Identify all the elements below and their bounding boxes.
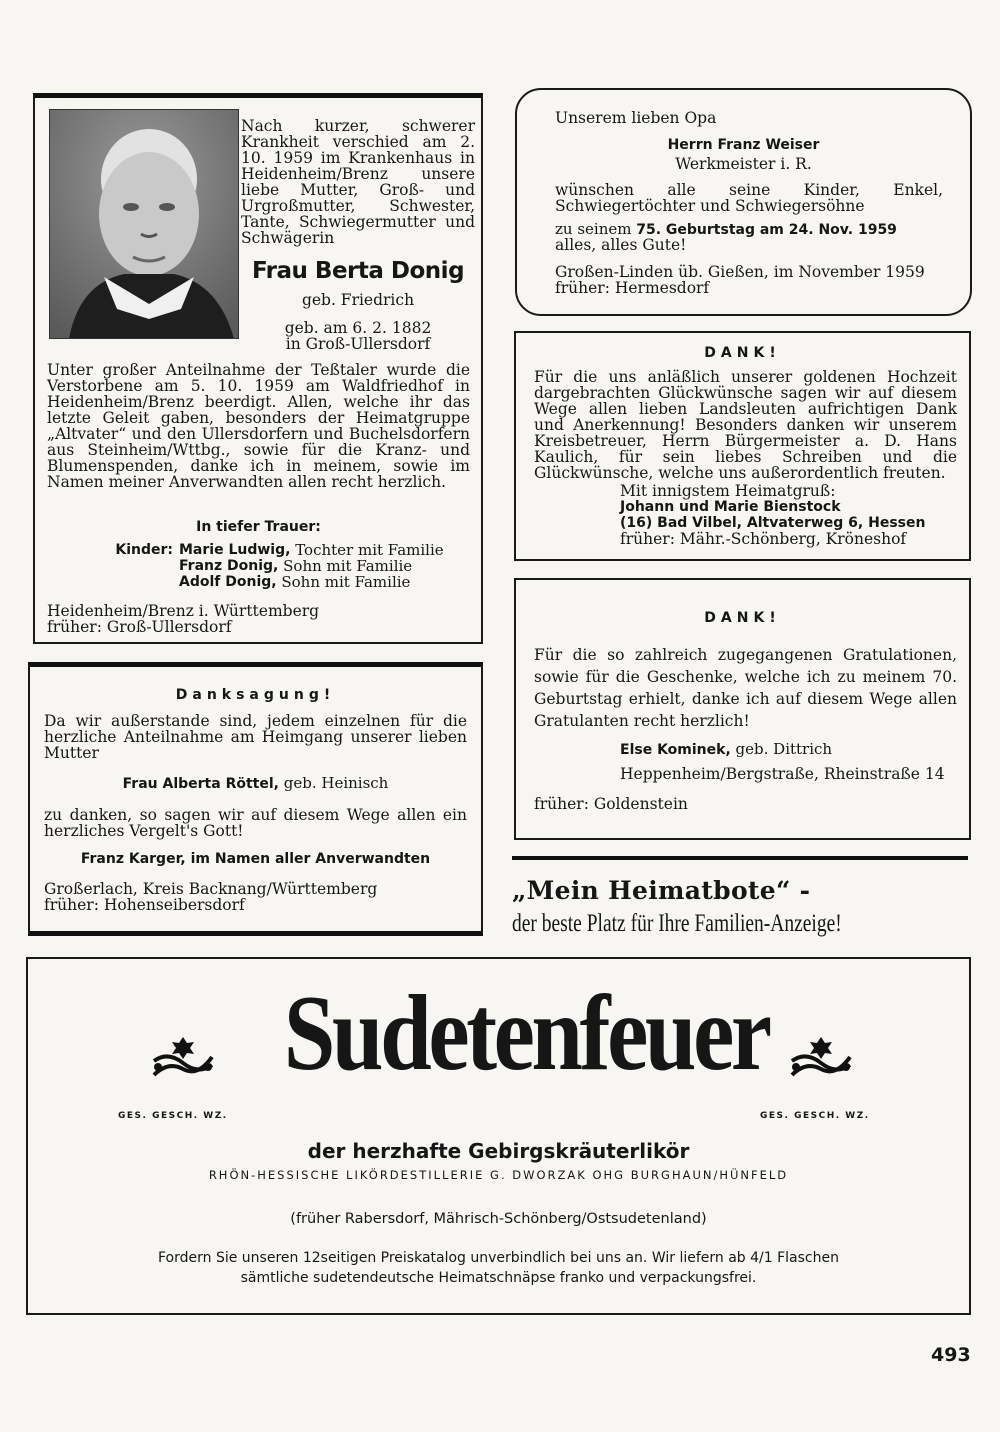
birth-place: in Groß-Ullersdorf (285, 335, 431, 353)
ad-slogan: der herzhafte Gebirgskräuterlikör (307, 1139, 690, 1163)
sudetenfeuer-advertisement (26, 957, 971, 1315)
person-nee: geb. Dittrich (735, 740, 833, 758)
ornament-right-icon (786, 1031, 856, 1081)
person-name: Else Kominek, (620, 742, 731, 758)
obituary-location (47, 603, 470, 635)
former-residence: früher: Mähr.-Schönberg, Kröneshof (620, 530, 907, 548)
thanks-notice-golden-wedding (514, 331, 971, 561)
thanks-notice-birthday (514, 578, 971, 840)
obituary-body: Unter großer Anteilnahme der Teßtaler wurde die Verstorbene am 5. 10. 1959 am Waldfriedhof in Heidenheim/Brenz beerdigt. Allen, welche ihr das letzte Geleit gaben, besonders der Heimatgruppe „Altvater“ und den Ullersdorfern und Buchelsdorfern aus Steinheim/Wttbg., sowie für die Kranz- und Blumenspenden, danke ich in meinem, sowie im Namen meiner Anverwandten allen recht herzlich. (47, 361, 470, 491)
danksagung-text-2: zu danken, so sagen wir auf diesem Wege allen ein herzliches Vergelt's Gott! (44, 806, 467, 840)
mourning-line: In tiefer Trauer: (196, 519, 321, 535)
child-row (101, 574, 491, 590)
thanks-heading: DANK! (704, 610, 781, 626)
ad-offer (28, 1248, 969, 1288)
offer-line-2: sämtliche sudetendeutsche Heimatschnäpse franko und verpackungsfrei. (240, 1270, 757, 1286)
obituary-notice (33, 93, 483, 644)
birthday-title: Werkmeister i. R. (675, 155, 812, 173)
maiden-name: geb. Friedrich (301, 291, 415, 309)
occasion-prefix: zu seinem (555, 220, 632, 238)
offer-line-1: Fordern Sie unseren 12seitigen Preiskatalog unverbindlich bei uns an. Wir liefern ab 4/1 Flaschen (158, 1250, 839, 1266)
former-residence: früher: Goldenstein (534, 795, 688, 813)
thanks-text: Für die so zahlreich zugegangenen Gratulationen, sowie für die Geschenke, welche ich zu meinem 70. Geburtstag erhielt, danke ich auf diesem Wege allen Gratulanten recht herzlich! (534, 646, 957, 730)
birthday-closing: alles, alles Gute! (555, 236, 687, 254)
thanks-person (620, 740, 832, 758)
child-relation: Tochter mit Familie (295, 541, 444, 559)
child-name: Marie Ludwig, (179, 542, 291, 558)
person-name: Frau Alberta Röttel, (122, 776, 279, 792)
brand-logo: Sudetenfeuer (283, 974, 769, 1093)
thanks-text: Für die uns anläßlich unserer goldenen Hochzeit dargebrachten Glückwünsche sagen wir auf diesem Wege allen lieben Landsleuten aufrichtigen Dank und Anerkennung! Besonders danken wir unserem Kreisbetreuer, Herrn Bürgermeister a. D. Hans Kaulich, für sein liebes Schreiben und die Glückwünsche, welche uns außerordentlich freuten. (534, 368, 957, 482)
thanks-address: (16) Bad Vilbel, Altvaterweg 6, Hessen (620, 515, 926, 531)
person-nee: geb. Heinisch (283, 774, 389, 792)
page-number: 493 (931, 1344, 971, 1366)
child-name: Adolf Donig, (179, 574, 277, 590)
promo-title: „Mein Heimatbote“ - (512, 876, 811, 905)
ad-company: RHÖN-HESSISCHE LIKÖRDESTILLERIE G. DWORZAK OHG BURGHAUN/HÜNFELD (208, 1168, 789, 1182)
former-residence: früher: Groß-Ullersdorf (47, 618, 232, 636)
heimatbote-promo (512, 856, 968, 940)
child-row (101, 558, 491, 574)
birthday-notice (515, 88, 972, 316)
thanks-names: Johann und Marie Bienstock (620, 499, 841, 515)
obituary-intro: Nach kurzer, schwerer Krankheit verschied am 2. 10. 1959 im Krankenhaus in Heidenheim/Brenz unsere liebe Mutter, Groß- und Urgroßmutter, Schwester, Tante, Schwiegermutter und Schwägerin (241, 117, 475, 247)
child-relation: Sohn mit Familie (283, 557, 413, 575)
thanks-signature-block (620, 483, 965, 547)
occasion-date: 75. Geburtstag am 24. Nov. 1959 (636, 222, 897, 238)
child-row (101, 542, 491, 558)
promo-subtitle: der beste Platz für Ihre Familien-Anzeige! (512, 910, 842, 937)
birth-date: geb. am 6. 2. 1882 (284, 319, 432, 337)
danksagung-text: Da wir außerstande sind, jedem einzelnen für die herzliche Anteilnahme am Heimgang unserer lieben Mutter (44, 712, 467, 762)
deceased-name: Frau Berta Donig (251, 258, 465, 284)
ad-former-location: (früher Rabersdorf, Mährisch-Schönberg/Ostsudetenland) (290, 1211, 707, 1227)
birthday-location (555, 264, 955, 296)
residence: Heidenheim/Brenz i. Württemberg (47, 602, 320, 620)
child-relation: Sohn mit Familie (281, 573, 411, 591)
trademark-left: GES. GESCH. WZ. (118, 1111, 228, 1121)
residence: Großerlach, Kreis Backnang/Württemberg (44, 880, 378, 898)
children-list (101, 542, 491, 590)
thanks-heading: DANK! (704, 345, 781, 361)
danksagung-heading: Danksagung! (175, 687, 336, 703)
portrait-photo (49, 109, 239, 339)
birthday-person: Herrn Franz Weiser (667, 137, 820, 153)
thanks-greeting: Mit innigstem Heimatgruß: (620, 482, 836, 500)
children-label: Kinder: (115, 542, 173, 558)
child-name: Franz Donig, (179, 558, 279, 574)
danksagung-person (30, 774, 481, 792)
birth-info (241, 320, 475, 352)
former-residence: früher: Hermesdorf (555, 279, 710, 297)
residence: Großen-Linden üb. Gießen, im November 1959 (555, 263, 925, 281)
ornament-left-icon (148, 1031, 218, 1081)
danksagung-notice (28, 662, 483, 936)
birthday-greeting: Unserem lieben Opa (555, 109, 717, 127)
danksagung-signature: Franz Karger, im Namen aller Anverwandten (80, 851, 431, 867)
birthday-wish: wünschen alle seine Kinder, Enkel, Schwiegertöchter und Schwiegersöhne (555, 181, 943, 215)
trademark-right: GES. GESCH. WZ. (760, 1111, 870, 1121)
thanks-address: Heppenheim/Bergstraße, Rheinstraße 14 (620, 765, 945, 783)
danksagung-location (44, 881, 467, 913)
former-residence: früher: Hohenseibersdorf (44, 896, 245, 914)
